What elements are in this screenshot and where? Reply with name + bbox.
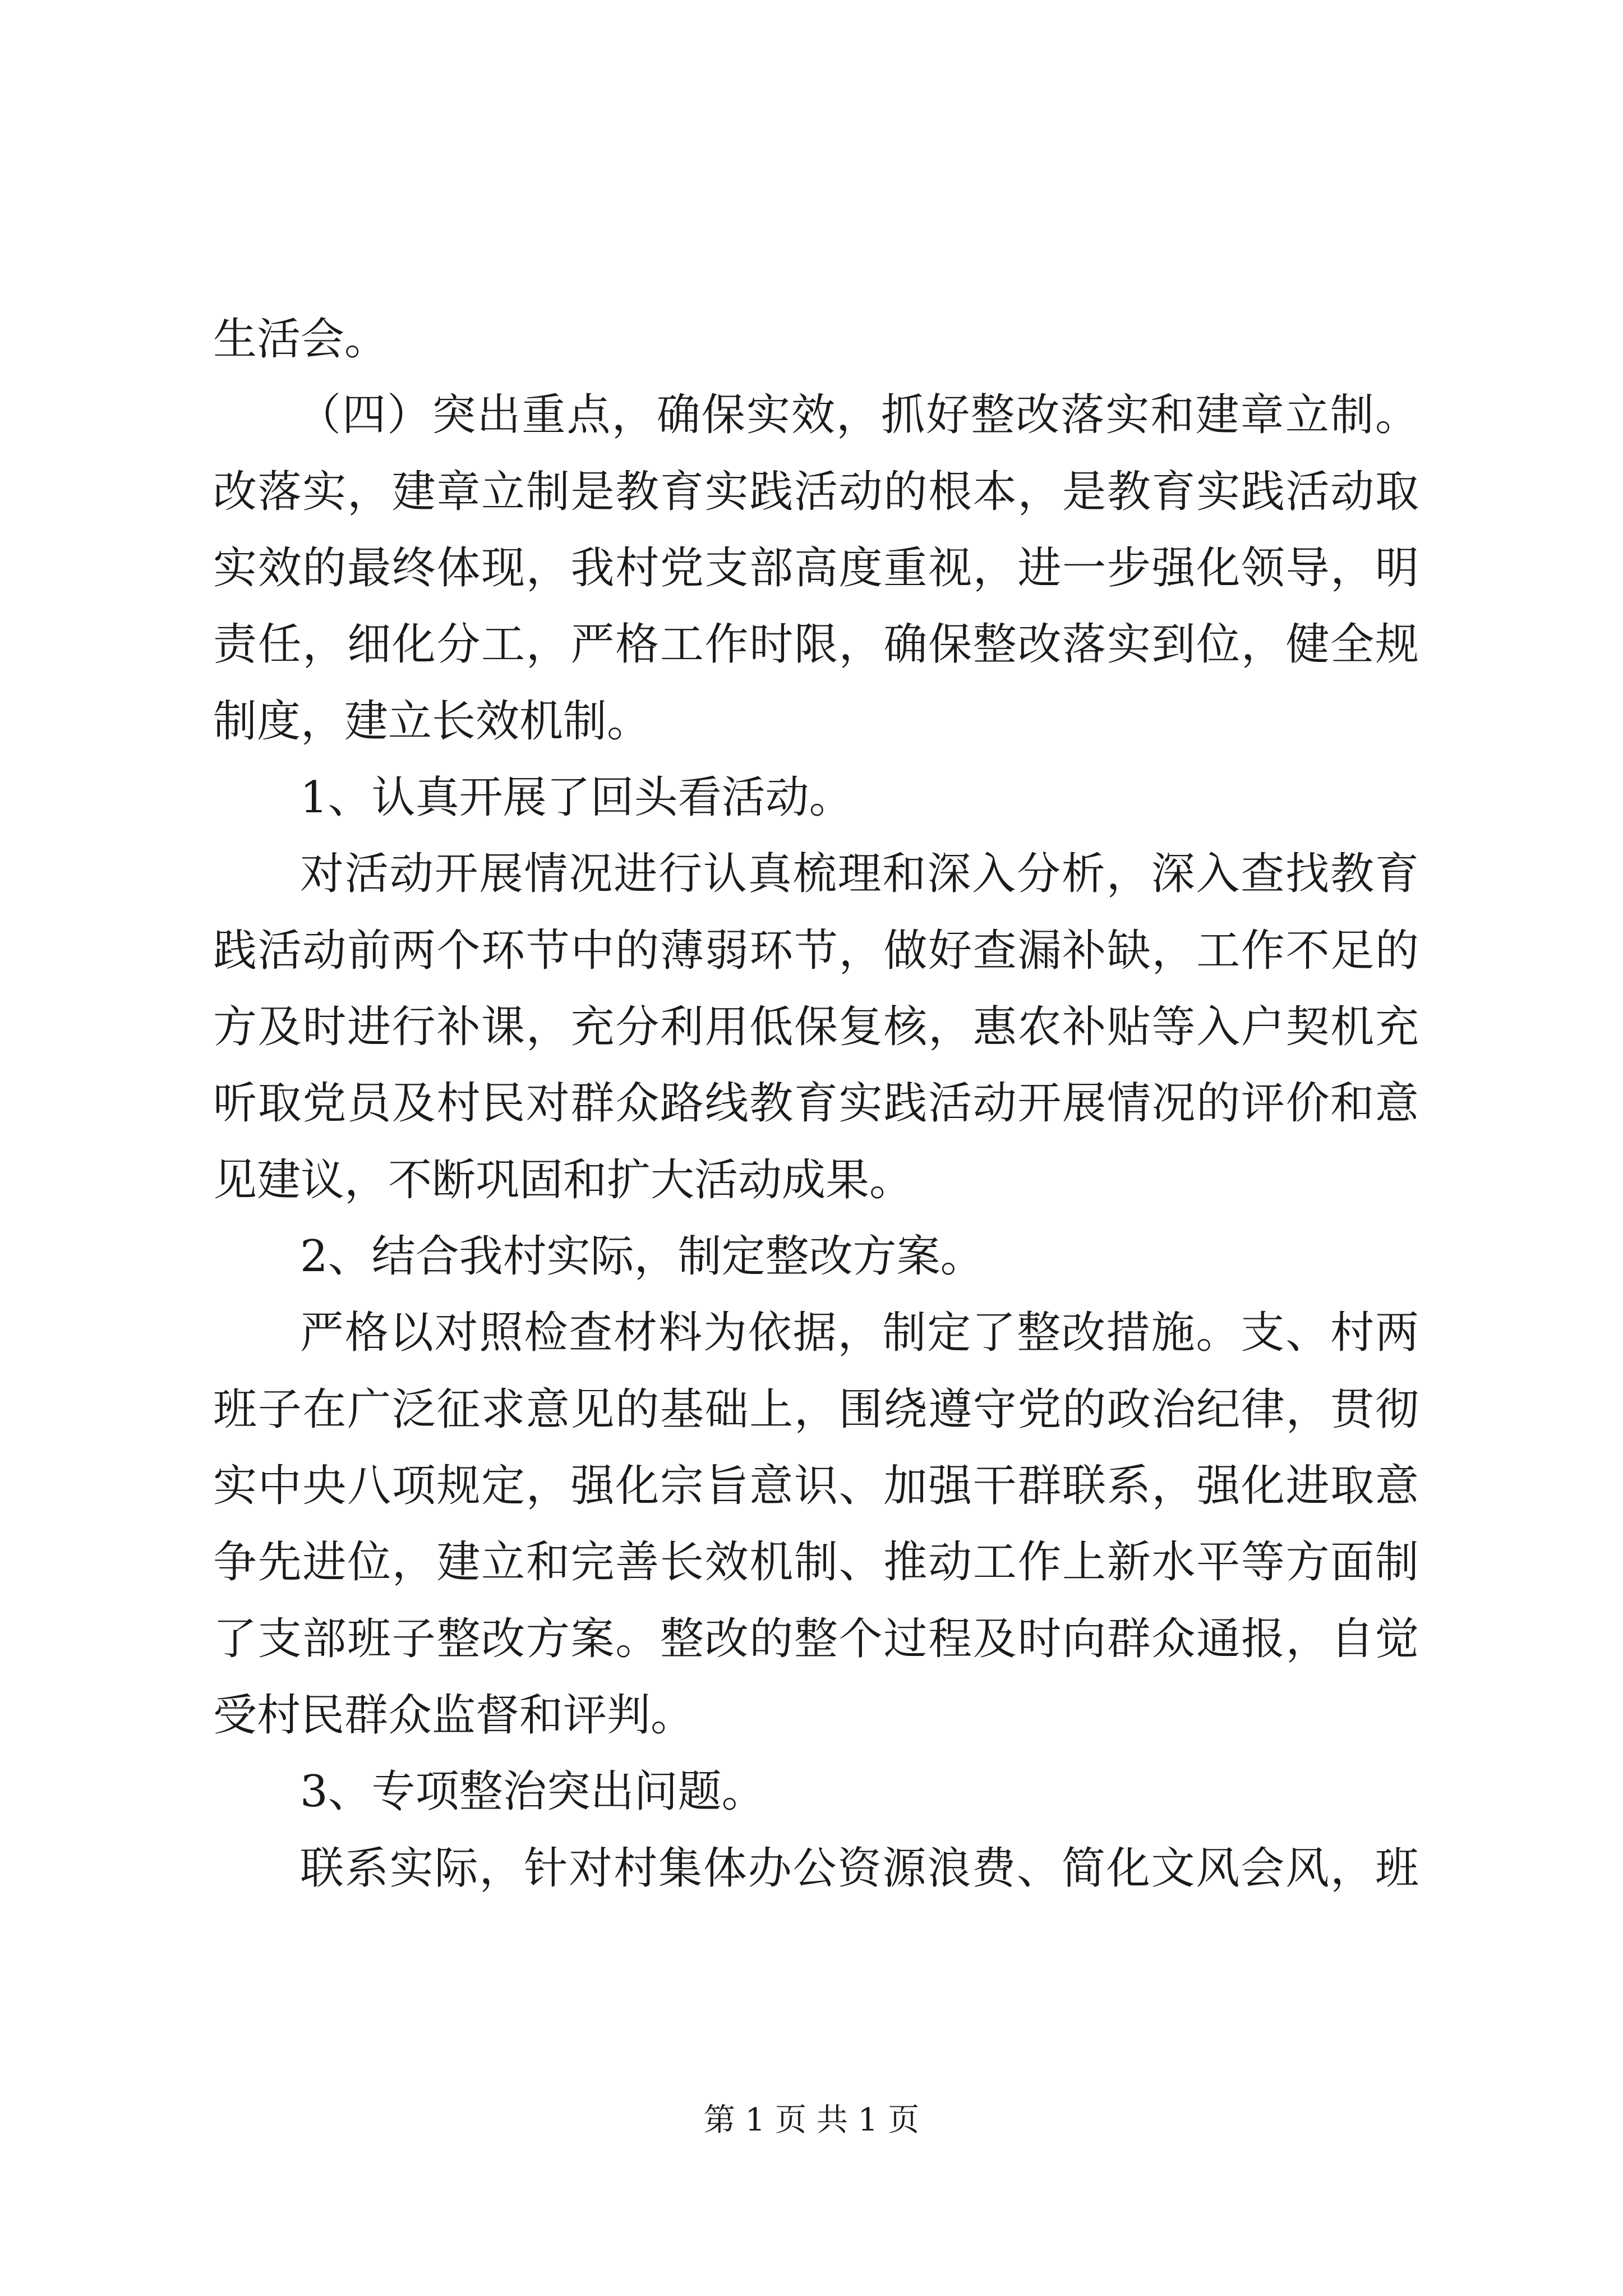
line-text: 见建议，不断巩固和扩大活动成果。: [213, 1155, 914, 1205]
line-text: 3、专项整治突出问题。: [300, 1766, 766, 1817]
line-text: 方及时进行补课，充分利用低保复核，惠农补贴等入户契机充: [213, 1002, 1419, 1052]
line-text: 生活会。: [213, 314, 389, 365]
line-text: 2、结合我村实际，制定整改方案。: [300, 1231, 984, 1282]
line-text: 班子在广泛征求意见的基础上，围绕遵守党的政治纪律，贯彻: [213, 1384, 1419, 1435]
page-footer: [0, 2098, 1623, 2143]
line-text: 了支部班子整改方案。整改的整个过程及时向群众通报，自觉: [213, 1614, 1419, 1664]
line-text: （四）突出重点，确保实效，抓好整改落实和建章立制。: [297, 390, 1419, 440]
page-number-label: 第 1 页 共 1 页: [703, 2102, 920, 2138]
line-text: 争先进位，建立和完善长效机制、推动工作上新水平等方面制: [213, 1537, 1419, 1588]
line-text: 实中央八项规定，强化宗旨意识、加强干群联系，强化进取意: [213, 1461, 1419, 1511]
line-text: 联系实际，针对村集体办公资源浪费、简化文风会风，班: [300, 1843, 1419, 1894]
line-text: 1、认真开展了回头看活动。: [300, 772, 853, 823]
line-text: 实效的最终体现，我村党支部高度重视，进一步强化领导，明: [213, 543, 1419, 593]
line-text: 受村民群众监督和评判。: [213, 1690, 695, 1741]
line-text: 制度，建立长效机制。: [213, 696, 651, 747]
line-text: 改落实，建章立制是教育实践活动的根本，是教育实践活动取: [213, 467, 1419, 517]
line-text: 严格以对照检查材料为依据，制定了整改措施。支、村两: [300, 1308, 1419, 1358]
line-text: 听取党员及村民对群众路线教育实践活动开展情况的评价和意: [213, 1078, 1419, 1129]
line-text: 践活动前两个环节中的薄弱环节，做好查漏补缺，工作不足的: [213, 926, 1419, 976]
line-text: 责任，细化分工，严格工作时限，确保整改落实到位，健全规: [213, 619, 1419, 670]
line-text: 对活动开展情况进行认真梳理和深入分析，深入查找教育: [300, 849, 1419, 899]
